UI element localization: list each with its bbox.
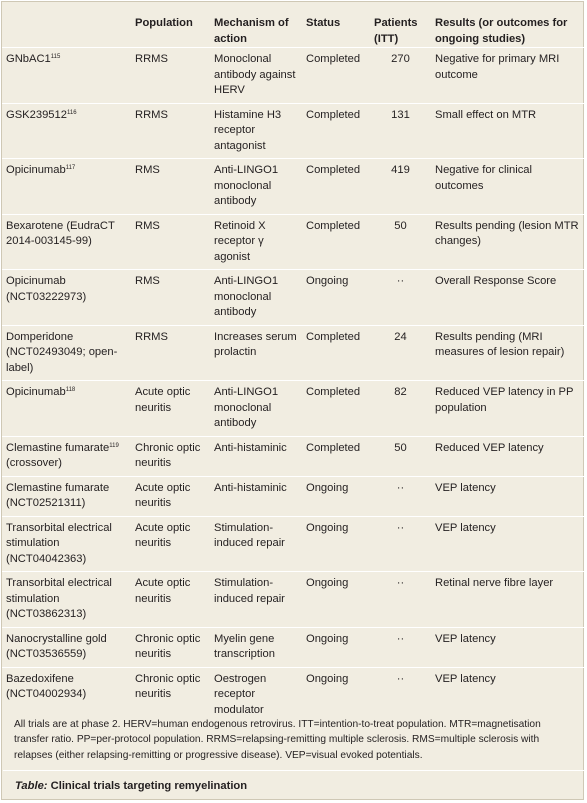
patients-cell: 270 <box>370 48 431 104</box>
column-header-status: Status <box>302 2 370 48</box>
trial-name: Opicinumab (NCT03222973) <box>6 275 87 303</box>
column-header-mechanism: Mechanism of action <box>210 2 302 48</box>
table-row <box>2 48 585 104</box>
results-cell: Retinal nerve fibre layer <box>431 572 585 628</box>
population-cell: RMS <box>131 159 210 215</box>
results-cell: VEP latency <box>431 516 585 572</box>
reference-number: 116 <box>66 109 77 116</box>
patients-cell: ·· <box>370 476 431 516</box>
table-caption <box>3 770 586 792</box>
status-cell: Completed <box>302 381 370 437</box>
mechanism-cell: Anti-LINGO1 monoclonal antibody <box>210 270 302 326</box>
trial-name-cell <box>2 270 131 326</box>
population-cell: Acute optic neuritis <box>131 476 210 516</box>
reference-number: 115 <box>50 54 61 60</box>
trial-name-cell <box>2 436 131 476</box>
mechanism-cell: Anti-histaminic <box>210 436 302 476</box>
table-panel <box>1 1 584 800</box>
status-cell: Completed <box>302 103 370 159</box>
population-cell: Acute optic neuritis <box>131 381 210 437</box>
table-row <box>2 103 585 159</box>
results-cell: Overall Response Score <box>431 270 585 326</box>
reference-number: 118 <box>65 387 76 393</box>
table-row <box>2 270 585 326</box>
results-cell: Small effect on MTR <box>431 103 585 159</box>
mechanism-cell: Myelin gene transcription <box>210 627 302 667</box>
trial-name-suffix: (crossover) <box>6 457 62 469</box>
mechanism-cell: Anti-histaminic <box>210 476 302 516</box>
trial-name-cell <box>2 325 131 381</box>
mechanism-cell: Stimulation-induced repair <box>210 572 302 628</box>
population-cell: RMS <box>131 214 210 270</box>
trial-name: Transorbital electrical stimulation (NCT03862313) <box>6 577 112 620</box>
status-cell: Ongoing <box>302 516 370 572</box>
trial-name: Nanocrystalline gold (NCT03536559) <box>6 632 107 660</box>
table-row <box>2 436 585 476</box>
patients-cell: 50 <box>370 436 431 476</box>
table-row <box>2 667 585 722</box>
population-cell: RMS <box>131 270 210 326</box>
reference-number: 119 <box>109 442 119 449</box>
trial-name: Transorbital electrical stimulation (NCT04042363) <box>6 521 112 565</box>
column-header-results: Results (or outcomes for ongoing studies) <box>431 2 585 48</box>
patients-cell: 419 <box>370 159 431 215</box>
mechanism-cell: Anti-LINGO1 monoclonal antibody <box>210 159 302 215</box>
status-cell: Ongoing <box>302 476 370 516</box>
results-cell: VEP latency <box>431 667 585 722</box>
patients-cell: ·· <box>370 667 431 722</box>
status-cell: Completed <box>302 48 370 104</box>
status-cell: Ongoing <box>302 270 370 326</box>
patients-cell: ·· <box>370 572 431 628</box>
mechanism-cell: Histamine H3 receptor antagonist <box>210 103 302 159</box>
results-cell: Negative for clinical outcomes <box>431 159 585 215</box>
patients-cell: 24 <box>370 325 431 381</box>
trial-name-cell <box>2 476 131 516</box>
status-cell: Completed <box>302 436 370 476</box>
results-cell: Reduced VEP latency in PP population <box>431 381 585 437</box>
table-row <box>2 214 585 270</box>
patients-cell: ·· <box>370 516 431 572</box>
clinical-trials-table <box>2 2 585 722</box>
trial-name: Clemastine fumarate (NCT02521311) <box>6 481 110 509</box>
patients-cell: 82 <box>370 381 431 437</box>
table-row <box>2 325 585 381</box>
results-cell: Results pending (lesion MTR changes) <box>431 214 585 270</box>
population-cell: RRMS <box>131 103 210 159</box>
mechanism-cell: Retinoid X receptor γ agonist <box>210 214 302 270</box>
patients-cell: ·· <box>370 627 431 667</box>
patients-cell: 50 <box>370 214 431 270</box>
table-row <box>2 627 585 667</box>
results-cell: Negative for primary MRI outcome <box>431 48 585 104</box>
patients-cell: ·· <box>370 270 431 326</box>
results-cell: VEP latency <box>431 476 585 516</box>
results-cell: Reduced VEP latency <box>431 436 585 476</box>
trial-name: Opicinumab <box>6 386 66 398</box>
trial-name-cell <box>2 667 131 722</box>
caption-title: Clinical trials targeting remyelination <box>50 780 248 792</box>
mechanism-cell: Oestrogen receptor modulator <box>210 667 302 722</box>
status-cell: Completed <box>302 159 370 215</box>
trial-name: GSK239512 <box>6 108 67 121</box>
reference-number: 117 <box>65 165 76 171</box>
status-cell: Completed <box>302 214 370 270</box>
status-cell: Completed <box>302 325 370 381</box>
trial-name: Clemastine fumarate <box>6 441 110 454</box>
trial-name-cell <box>2 516 131 572</box>
trial-name-cell <box>2 572 131 628</box>
trial-name-cell <box>2 381 131 437</box>
trial-name: Bexarotene (EudraCT 2014-003145-99) <box>6 219 115 247</box>
table-row <box>2 159 585 215</box>
column-header-patients: Patients (ITT) <box>370 2 431 48</box>
caption-label: Table: <box>15 780 48 792</box>
header-row <box>2 2 585 48</box>
mechanism-cell: Monoclonal antibody against HERV <box>210 48 302 104</box>
population-cell: Chronic optic neuritis <box>131 667 210 722</box>
population-cell: Acute optic neuritis <box>131 572 210 628</box>
table-row <box>2 476 585 516</box>
population-cell: Chronic optic neuritis <box>131 627 210 667</box>
column-header-trial <box>2 2 131 48</box>
trial-name: Domperidone (NCT02493049; open-label) <box>6 330 118 374</box>
patients-cell: 131 <box>370 103 431 159</box>
mechanism-cell: Increases serum prolactin <box>210 325 302 381</box>
population-cell: Acute optic neuritis <box>131 516 210 572</box>
results-cell: VEP latency <box>431 627 585 667</box>
trial-name: Opicinumab <box>6 164 66 176</box>
table-row <box>2 381 585 437</box>
population-cell: RRMS <box>131 48 210 104</box>
status-cell: Ongoing <box>302 627 370 667</box>
population-cell: Chronic optic neuritis <box>131 436 210 476</box>
mechanism-cell: Anti-LINGO1 monoclonal antibody <box>210 381 302 437</box>
trial-name-cell <box>2 159 131 215</box>
table-row <box>2 572 585 628</box>
table-footnote: All trials are at phase 2. HERV=human endogenous retrovirus. ITT=intention-to-treat population. MTR=magnetisation transfer ratio. PP=per-protocol population. RRMS=relapsing-remitting multiple sclerosis. RMS=multiple sclerosis with relapses (either relapsing-remitting or progressive disease). VEP=visual evoked potentials. <box>14 719 541 761</box>
mechanism-cell: Stimulation-induced repair <box>210 516 302 572</box>
column-header-population: Population <box>131 2 210 48</box>
status-cell: Ongoing <box>302 572 370 628</box>
status-cell: Ongoing <box>302 667 370 722</box>
trial-name: GNbAC1 <box>6 53 51 65</box>
trial-name-cell <box>2 627 131 667</box>
table-row <box>2 516 585 572</box>
trial-name: Bazedoxifene (NCT04002934) <box>6 672 87 700</box>
trial-name-cell <box>2 48 131 104</box>
trial-name-cell <box>2 214 131 270</box>
population-cell: RRMS <box>131 325 210 381</box>
trial-name-cell <box>2 103 131 159</box>
results-cell: Results pending (MRI measures of lesion repair) <box>431 325 585 381</box>
